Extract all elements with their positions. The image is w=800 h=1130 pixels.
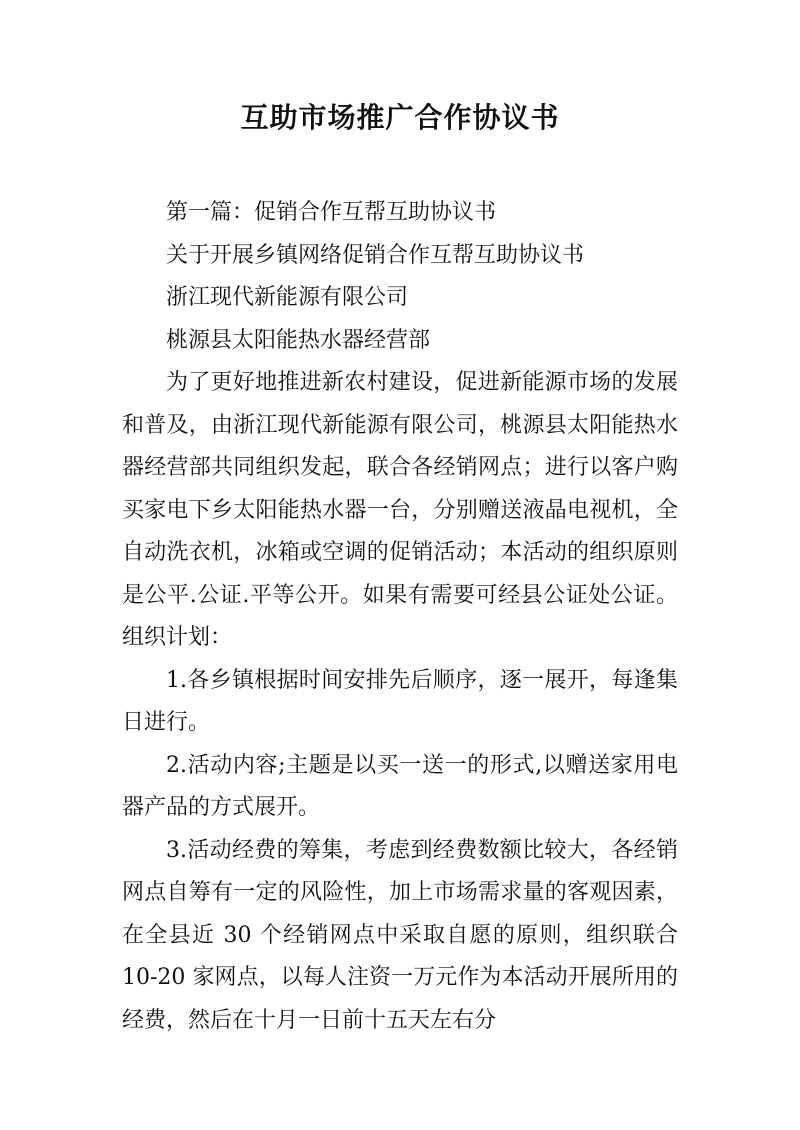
heading-line-1: 第一篇：促销合作互帮互助协议书 [166,200,497,225]
paragraph-item-1: 1.各乡镇根据时间安排先后顺序，逐一展开，每逢集日进行。 [122,667,678,735]
document-title: 互助市场推广合作协议书 [240,101,560,134]
heading-line-2: 关于开展乡镇网络促销合作互帮互助协议书 [166,242,585,268]
document-body [122,192,678,1042]
heading-line-3: 浙江现代新能源有限公司 [166,285,409,310]
paragraph-item-2: 2.活动内容;主题是以买一送一的形式,以赠送家用电器产品的方式展开。 [122,752,678,820]
paragraph-item-3: 3.活动经费的筹集，考虑到经费数额比较大，各经销网点自筹有一定的风险性，加上市场需求量的客观因素，在全县近 30 个经销网点中采取自愿的原则，组织联合 10-20 家网点，以每人注资一万元作为本活动开展所用的经费，然后在十月一日前十五天左右分 [122,837,678,1033]
heading-line-4: 桃源县太阳能热水器经营部 [166,327,431,353]
paragraph-intro: 为了更好地推进新农村建设，促进新能源市场的发展和普及，由浙江现代新能源有限公司，桃源县太阳能热水器经营部共同组织发起，联合各经销网点；进行以客户购买家电下乡太阳能热水器一台，分别赠送液晶电视机，全自动洗衣机，冰箱或空调的促销活动；本活动的组织原则是公平.公证.平等公开。如果有需要可经县公证处公证。 组织计划： [122,370,678,650]
